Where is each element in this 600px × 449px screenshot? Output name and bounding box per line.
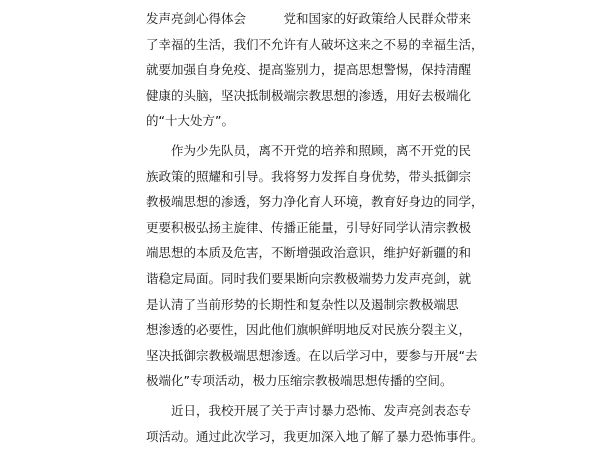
text-line: 就要加强自身免疫、提高鉴别力，提高思想警惕，保持清醒	[146, 57, 458, 83]
text-line: 作为少先队员，离不开党的培养和照顾，离不开党的民	[146, 138, 458, 164]
text-line: 发声亮剑心得体会 党和国家的好政策给人民群众带来	[146, 6, 458, 32]
text-line: 谐稳定局面。同时我们要果断向宗教极端势力发声亮剑，就	[146, 266, 458, 292]
text-line: 教极端思想的渗透，努力净化育人环境，教育好身边的同学，	[146, 189, 458, 215]
text-line: 想渗透的必要性，因此他们旗帜鲜明地反对民族分裂主义，	[146, 317, 458, 343]
essay-body	[146, 6, 458, 449]
text-line: 的“十大处方”。	[146, 108, 458, 134]
text-line: 更要积极弘扬主旋律、传播正能量，引导好同学认清宗教极	[146, 215, 458, 241]
text-line: 健康的头脑，坚决抵制极端宗教思想的渗透，用好去极端化	[146, 83, 458, 109]
text-line: 极端化”专项活动，极力压缩宗教极端思想传播的空间。	[146, 368, 458, 394]
paragraph-intro	[146, 6, 458, 134]
text-line: 端思想的本质及危害，不断增强政治意识，维护好新疆的和	[146, 240, 458, 266]
text-line: 坚决抵御宗教极端思想渗透。在以后学习中，要参与开展“去	[146, 343, 458, 369]
text-line: 是认清了当前形势的长期性和复杂性以及遏制宗教极端思	[146, 292, 458, 318]
paragraph-pioneer	[146, 138, 458, 394]
text-line: 项活动。通过此次学习，我更加深入地了解了暴力恐怖事件。	[146, 424, 458, 449]
text-line: 了幸福的生活，我们不允许有人破坏这来之不易的幸福生活，	[146, 32, 458, 58]
paragraph-activity	[146, 398, 458, 449]
text-line: 近日，我校开展了关于声讨暴力恐怖、发声亮剑表态专	[146, 398, 458, 424]
text-line: 族政策的照耀和引导。我将努力发挥自身优势，带头抵御宗	[146, 164, 458, 190]
